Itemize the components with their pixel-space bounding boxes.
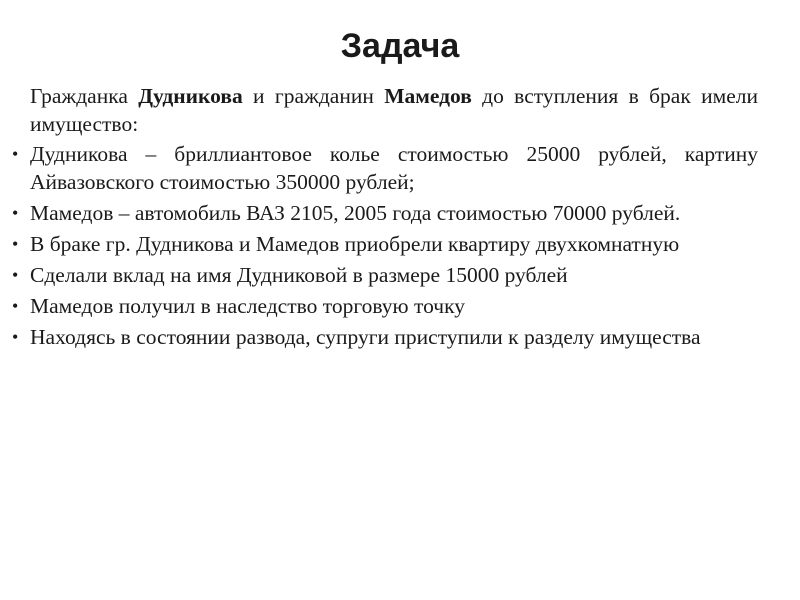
- task-content: [12, 82, 758, 354]
- list-item-text: Мамедов получил в наследство торговую точку: [30, 294, 465, 318]
- intro-text-3: до вступления в брак имели имущество:: [30, 84, 758, 136]
- list-item: [12, 323, 758, 351]
- slide-title: Задача: [340, 27, 460, 65]
- list-item: [12, 199, 758, 227]
- property-list: [12, 140, 758, 351]
- list-item-text: В браке гр. Дудникова и Мамедов приобрели квартиру двухкомнатную: [30, 232, 680, 256]
- list-item: [12, 140, 758, 196]
- bullet-icon: •: [12, 144, 19, 164]
- bullet-icon: •: [12, 234, 19, 254]
- list-item-text: Сделали вклад на имя Дудниковой в размере 15000 рублей: [30, 263, 568, 287]
- intro-text-2: и гражданин: [242, 84, 385, 108]
- list-item: [12, 230, 758, 258]
- bullet-icon: •: [12, 327, 19, 347]
- bullet-icon: •: [12, 203, 19, 223]
- bullet-icon: •: [12, 265, 19, 285]
- intro-paragraph: [18, 82, 758, 138]
- intro-name-dudnikova: Дудникова: [138, 84, 243, 108]
- list-item: [12, 261, 758, 289]
- list-item-text: Находясь в состоянии развода, супруги приступили к разделу имущества: [30, 325, 701, 349]
- intro-text-1: Гражданка: [30, 84, 139, 108]
- list-item: [12, 292, 758, 320]
- intro-name-mamedov: Мамедов: [384, 84, 472, 108]
- list-item-text: Мамедов – автомобиль ВАЗ 2105, 2005 года стоимостью 70000 рублей.: [30, 201, 681, 225]
- list-item-text: Дудникова – бриллиантовое колье стоимостью 25000 рублей, картину Айвазовского стоимостью 350000 рублей;: [30, 142, 758, 194]
- bullet-icon: •: [12, 296, 19, 316]
